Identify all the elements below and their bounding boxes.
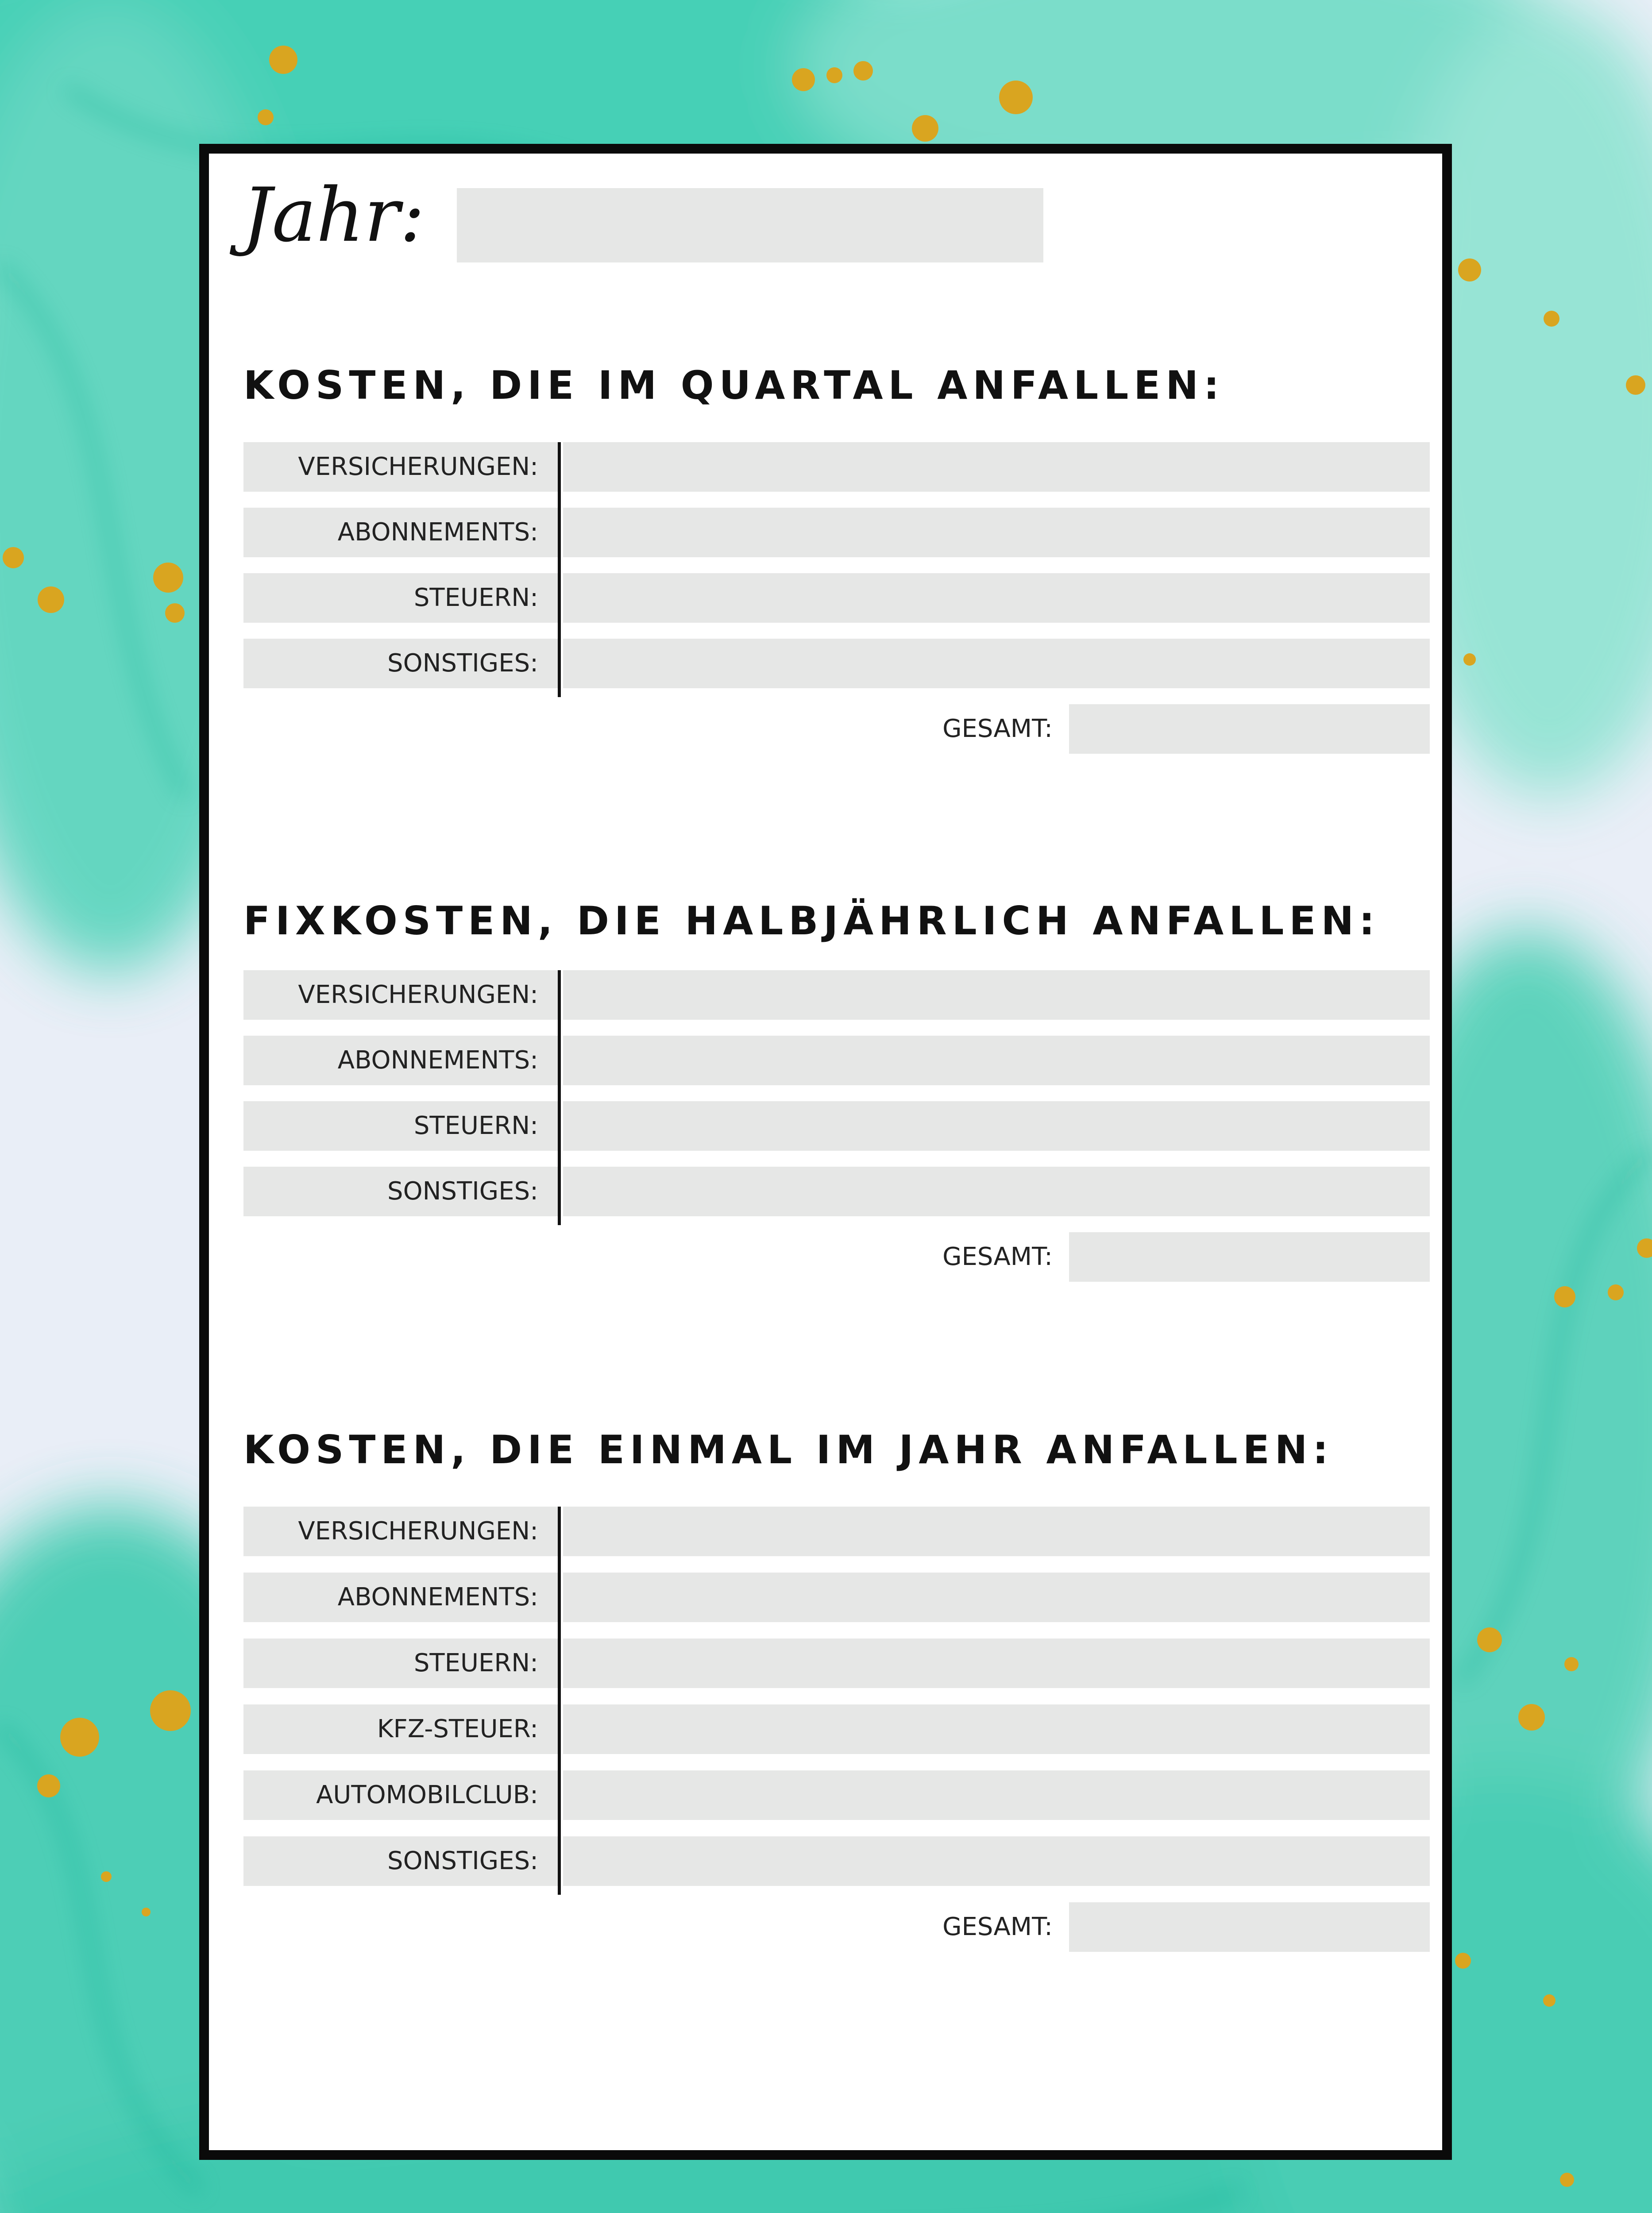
expense-row	[243, 1836, 1430, 1886]
total-input[interactable]	[1069, 704, 1430, 754]
amount-input[interactable]	[563, 1507, 1430, 1556]
row-label: ABONNEMENTS:	[337, 1046, 538, 1075]
row-label: VERSICHERUNGEN:	[298, 452, 538, 481]
expense-row	[243, 1573, 1430, 1622]
expense-row	[243, 1770, 1430, 1820]
row-label: STEUERN:	[413, 1649, 538, 1677]
row-label-cell	[243, 1036, 558, 1085]
expense-row	[243, 508, 1430, 557]
row-label: STEUERN:	[413, 1111, 538, 1140]
expense-row	[243, 1704, 1430, 1754]
expense-row	[243, 573, 1430, 623]
expense-row	[243, 1036, 1430, 1085]
row-label: SONSTIGES:	[387, 1177, 538, 1206]
amount-input[interactable]	[563, 970, 1430, 1020]
column-divider	[558, 970, 561, 1225]
expense-row	[243, 1639, 1430, 1688]
row-label-cell	[243, 1836, 558, 1886]
amount-input[interactable]	[563, 1770, 1430, 1820]
year-label: Jahr:	[242, 172, 425, 258]
row-label: SONSTIGES:	[387, 649, 538, 678]
amount-input[interactable]	[563, 1836, 1430, 1886]
column-divider	[558, 1507, 561, 1895]
row-label-cell	[243, 442, 558, 492]
budget-sheet	[199, 144, 1452, 2160]
row-label-cell	[243, 1167, 558, 1216]
section-title: KOSTEN, DIE IM QUARTAL ANFALLEN:	[243, 362, 1225, 408]
row-label-cell	[243, 508, 558, 557]
expense-row	[243, 1507, 1430, 1556]
amount-input[interactable]	[563, 1036, 1430, 1085]
total-row	[943, 1232, 1430, 1282]
row-label: STEUERN:	[413, 583, 538, 612]
row-label-cell	[243, 639, 558, 688]
total-row	[943, 1902, 1430, 1952]
row-label-cell	[243, 970, 558, 1020]
row-label-cell	[243, 1573, 558, 1622]
total-label: GESAMT:	[942, 714, 1053, 743]
expense-row	[243, 442, 1430, 492]
amount-input[interactable]	[563, 573, 1430, 623]
year-input[interactable]	[457, 188, 1043, 262]
amount-input[interactable]	[563, 1639, 1430, 1688]
row-label-cell	[243, 1507, 558, 1556]
amount-input[interactable]	[563, 1167, 1430, 1216]
amount-input[interactable]	[563, 1704, 1430, 1754]
row-label: AUTOMOBILCLUB:	[316, 1781, 538, 1809]
amount-input[interactable]	[563, 442, 1430, 492]
row-label-cell	[243, 573, 558, 623]
section-title: FIXKOSTEN, DIE HALBJÄHRLICH ANFALLEN:	[243, 898, 1380, 944]
expense-row	[243, 1101, 1430, 1151]
amount-input[interactable]	[563, 1573, 1430, 1622]
row-label-cell	[243, 1704, 558, 1754]
section-title: KOSTEN, DIE EINMAL IM JAHR ANFALLEN:	[243, 1427, 1334, 1473]
total-input[interactable]	[1069, 1902, 1430, 1952]
row-label-cell	[243, 1101, 558, 1151]
amount-input[interactable]	[563, 639, 1430, 688]
column-divider	[558, 442, 561, 697]
expense-row	[243, 1167, 1430, 1216]
expense-row	[243, 639, 1430, 688]
row-label: ABONNEMENTS:	[337, 518, 538, 547]
total-input[interactable]	[1069, 1232, 1430, 1282]
row-label: ABONNEMENTS:	[337, 1583, 538, 1612]
total-label: GESAMT:	[942, 1242, 1053, 1271]
total-label: GESAMT:	[942, 1912, 1053, 1941]
total-row	[943, 704, 1430, 754]
amount-input[interactable]	[563, 1101, 1430, 1151]
row-label: KFZ-STEUER:	[377, 1715, 538, 1743]
expense-row	[243, 970, 1430, 1020]
row-label: VERSICHERUNGEN:	[298, 980, 538, 1009]
row-label: SONSTIGES:	[387, 1847, 538, 1875]
row-label: VERSICHERUNGEN:	[298, 1517, 538, 1546]
amount-input[interactable]	[563, 508, 1430, 557]
row-label-cell	[243, 1639, 558, 1688]
row-label-cell	[243, 1770, 558, 1820]
